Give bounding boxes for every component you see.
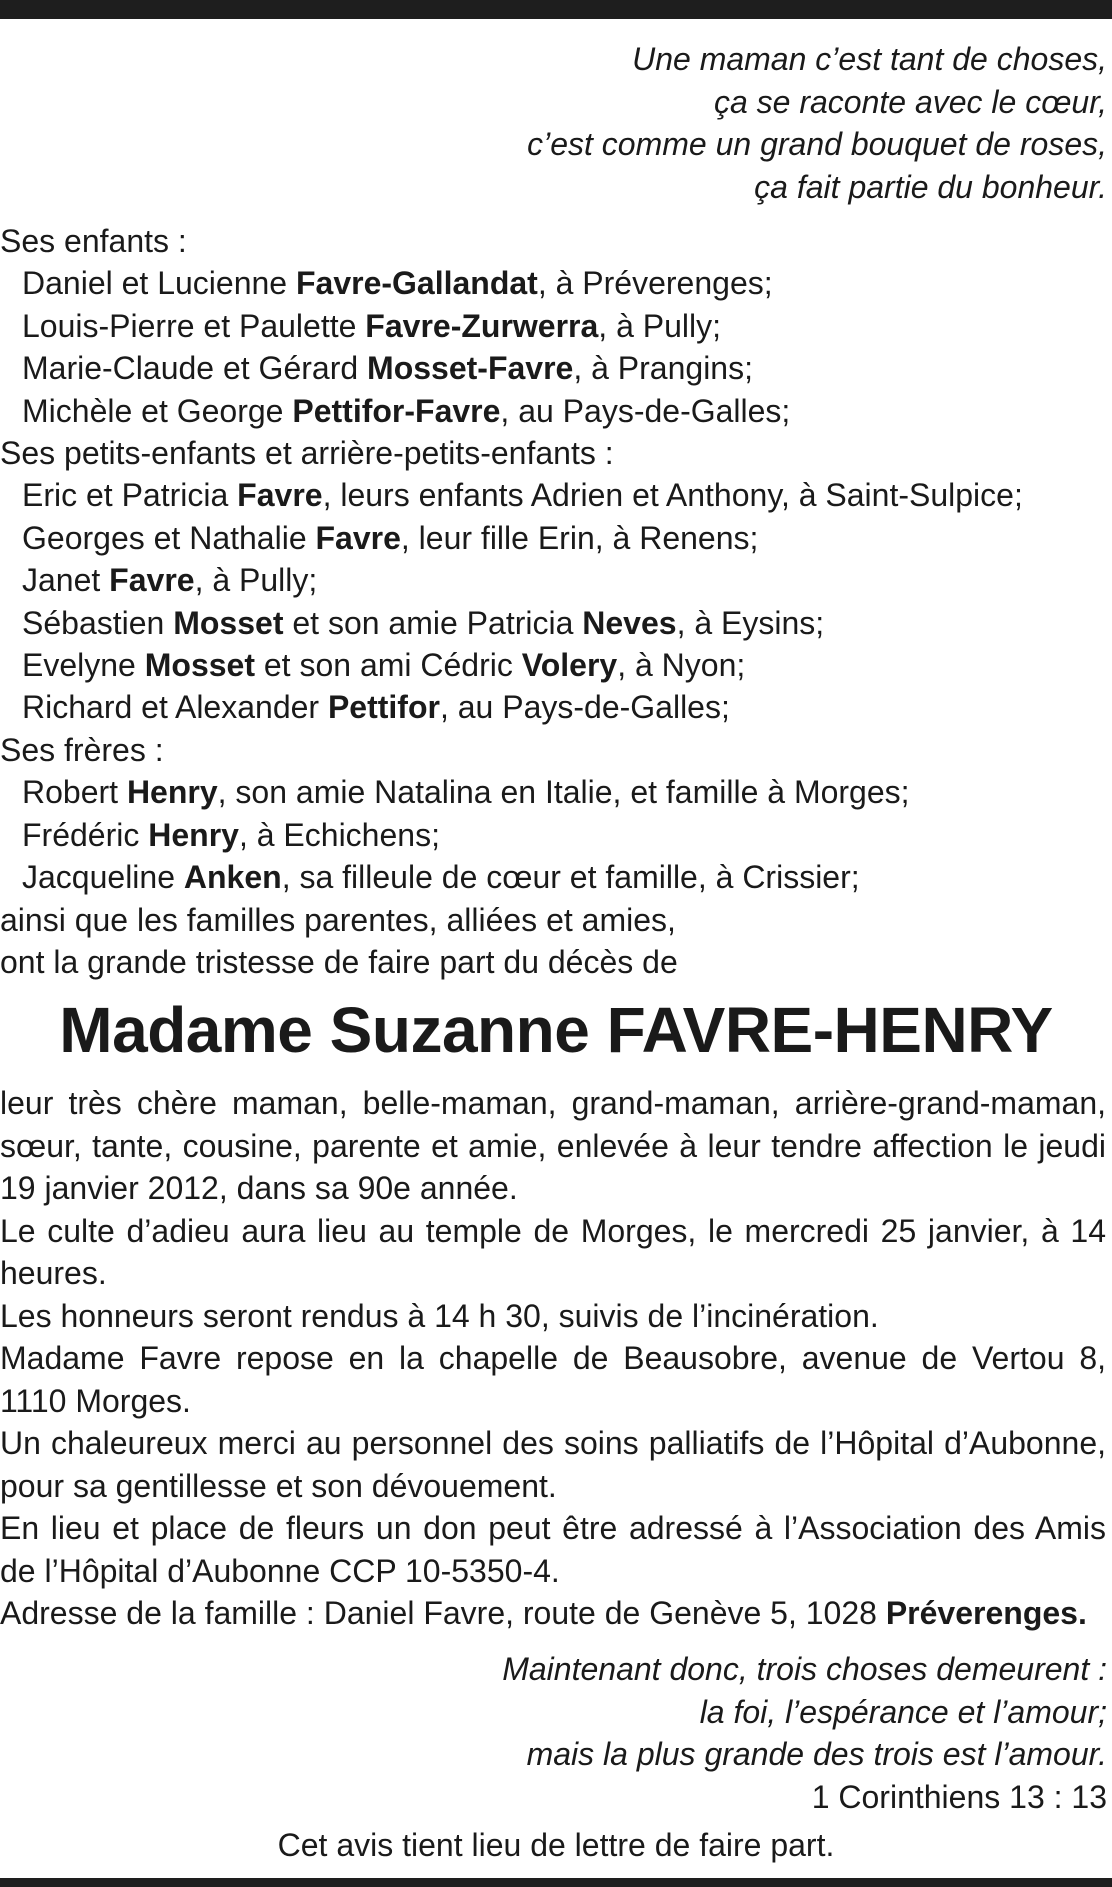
family-entry xyxy=(0,474,1112,516)
family-entry xyxy=(0,602,1112,644)
service-paragraph: Le culte d’adieu aura lieu au temple de Morges, le mercredi 25 janvier, à 14 heures. xyxy=(0,1212,1106,1291)
surname: Neves xyxy=(582,604,677,641)
surname: Pettifor-Favre xyxy=(292,392,501,429)
donation-paragraph: En lieu et place de fleurs un don peut être adressé à l’Association des Amis de l’Hôpital d’Aubonne CCP 10-5350-4. xyxy=(0,1510,1106,1589)
entry-text: Jacqueline xyxy=(22,859,184,896)
entry-text: Sébastien xyxy=(22,604,174,641)
address-text: Adresse de la famille : Daniel Favre, route de Genève 5, 1028 xyxy=(0,1595,886,1631)
family-entry xyxy=(0,305,1112,347)
surname: Mosset-Favre xyxy=(367,350,574,387)
deceased-name: Madame Suzanne FAVRE-HENRY xyxy=(59,994,1053,1066)
closing-verse xyxy=(502,1648,1107,1818)
entry-text: Georges et Nathalie xyxy=(22,519,316,556)
surname: Mosset xyxy=(144,647,255,684)
family-address xyxy=(0,1592,1106,1635)
entry-text: Eric et Patricia xyxy=(22,477,238,514)
honours-paragraph: Les honneurs seront rendus à 14 h 30, suivis de l’incinération. xyxy=(0,1297,879,1334)
entry-text: Michèle et George xyxy=(22,392,293,429)
verse-line: la foi, l’espérance et l’amour; xyxy=(699,1693,1107,1730)
bottom-rule xyxy=(0,1878,1112,1887)
tribute-paragraph: leur très chère maman, belle-maman, grand-maman, arrière-grand-maman, sœur, tante, cousine, parente et amie, enlevée à leur tendre affection le jeudi 19 janvier 2012, dans sa 90e année. xyxy=(0,1085,1106,1206)
surname: Pettifor xyxy=(327,689,440,726)
notice-body xyxy=(0,1082,1106,1635)
surname: Henry xyxy=(126,774,218,811)
family-entry xyxy=(0,856,1112,898)
family-entry xyxy=(0,814,1112,856)
opening-poem xyxy=(527,38,1107,208)
thanks-paragraph: Un chaleureux merci au personnel des soins palliatifs de l’Hôpital d’Aubonne, pour sa gentillesse et son dévouement. xyxy=(0,1425,1106,1504)
grandchildren-list xyxy=(0,474,1112,728)
family-entry xyxy=(0,686,1112,728)
entry-text: Richard et Alexander xyxy=(22,689,328,726)
surname: Favre-Gallandat xyxy=(295,265,538,302)
entry-text: , sa filleule de cœur et famille, à Crissier; xyxy=(281,859,860,896)
family-entry xyxy=(0,390,1112,432)
family-entry xyxy=(0,771,1112,813)
entry-text: Frédéric xyxy=(22,816,149,853)
family-entry xyxy=(0,517,1112,559)
poem-line: Une maman c’est tant de choses, xyxy=(632,41,1107,77)
entry-text: , à Pully; xyxy=(598,307,721,344)
siblings-list xyxy=(0,771,1112,898)
entry-text: , à Pully; xyxy=(194,562,318,599)
grandchildren-heading: Ses petits-enfants et arrière-petits-enfants : xyxy=(0,435,614,472)
entry-text: Marie-Claude et Gérard xyxy=(22,350,368,387)
family-entry xyxy=(0,262,1112,304)
top-rule xyxy=(0,0,1112,19)
rests-paragraph: Madame Favre repose en la chapelle de Beausobre, avenue de Vertou 8, 1110 Morges. xyxy=(0,1340,1106,1419)
children-list xyxy=(0,262,1112,432)
entry-text: et son ami Cédric xyxy=(254,647,522,684)
family-entry xyxy=(0,347,1112,389)
entry-text: Janet xyxy=(22,562,110,599)
entry-text: , au Pays-de-Galles; xyxy=(439,689,730,726)
surname: Volery xyxy=(521,647,618,684)
families-line: ainsi que les familles parentes, alliées et amies, xyxy=(0,901,676,938)
children-heading: Ses enfants : xyxy=(0,223,187,259)
entry-text: Daniel et Lucienne xyxy=(22,265,296,302)
surname: Favre-Zurwerra xyxy=(365,307,599,344)
surname: Favre xyxy=(237,477,323,514)
entry-text: , au Pays-de-Galles; xyxy=(500,392,791,429)
verse-reference: 1 Corinthiens 13 : 13 xyxy=(811,1778,1107,1815)
surname: Favre xyxy=(315,519,401,556)
entry-text: , à Eysins; xyxy=(676,604,825,641)
entry-text: , à Prangins; xyxy=(573,350,753,387)
closing-note: Cet avis tient lieu de lettre de faire part. xyxy=(277,1827,835,1863)
announcement-line: ont la grande tristesse de faire part du décès de xyxy=(0,943,678,980)
family-list xyxy=(0,220,1112,983)
address-city: Préverenges. xyxy=(885,1595,1087,1631)
entry-text: Evelyne xyxy=(22,647,145,684)
entry-text: , à Préverenges; xyxy=(537,265,773,302)
siblings-heading: Ses frères : xyxy=(0,731,164,768)
entry-text: , leurs enfants Adrien et Anthony, à Saint-Sulpice; xyxy=(322,477,1023,514)
poem-line: ça fait partie du bonheur. xyxy=(754,168,1107,205)
entry-text: , à Nyon; xyxy=(617,647,746,684)
entry-text: , leur fille Erin, à Renens; xyxy=(400,519,759,556)
family-entry xyxy=(0,644,1112,686)
surname: Mosset xyxy=(173,604,284,641)
surname: Favre xyxy=(109,562,195,599)
surname: Henry xyxy=(148,816,239,853)
entry-text: Robert xyxy=(22,774,127,811)
entry-text: , à Echichens; xyxy=(238,816,440,853)
poem-line: c’est comme un grand bouquet de roses, xyxy=(527,126,1107,162)
surname: Anken xyxy=(183,859,282,896)
family-entry xyxy=(0,559,1112,601)
entry-text: , son amie Natalina en Italie, et famille à Morges; xyxy=(217,774,910,811)
entry-text: Louis-Pierre et Paulette xyxy=(22,307,366,344)
verse-line: mais la plus grande des trois est l’amour. xyxy=(526,1736,1107,1772)
verse-line: Maintenant donc, trois choses demeurent : xyxy=(502,1651,1107,1687)
poem-line: ça se raconte avec le cœur, xyxy=(713,83,1107,120)
entry-text: et son amie Patricia xyxy=(283,604,583,641)
